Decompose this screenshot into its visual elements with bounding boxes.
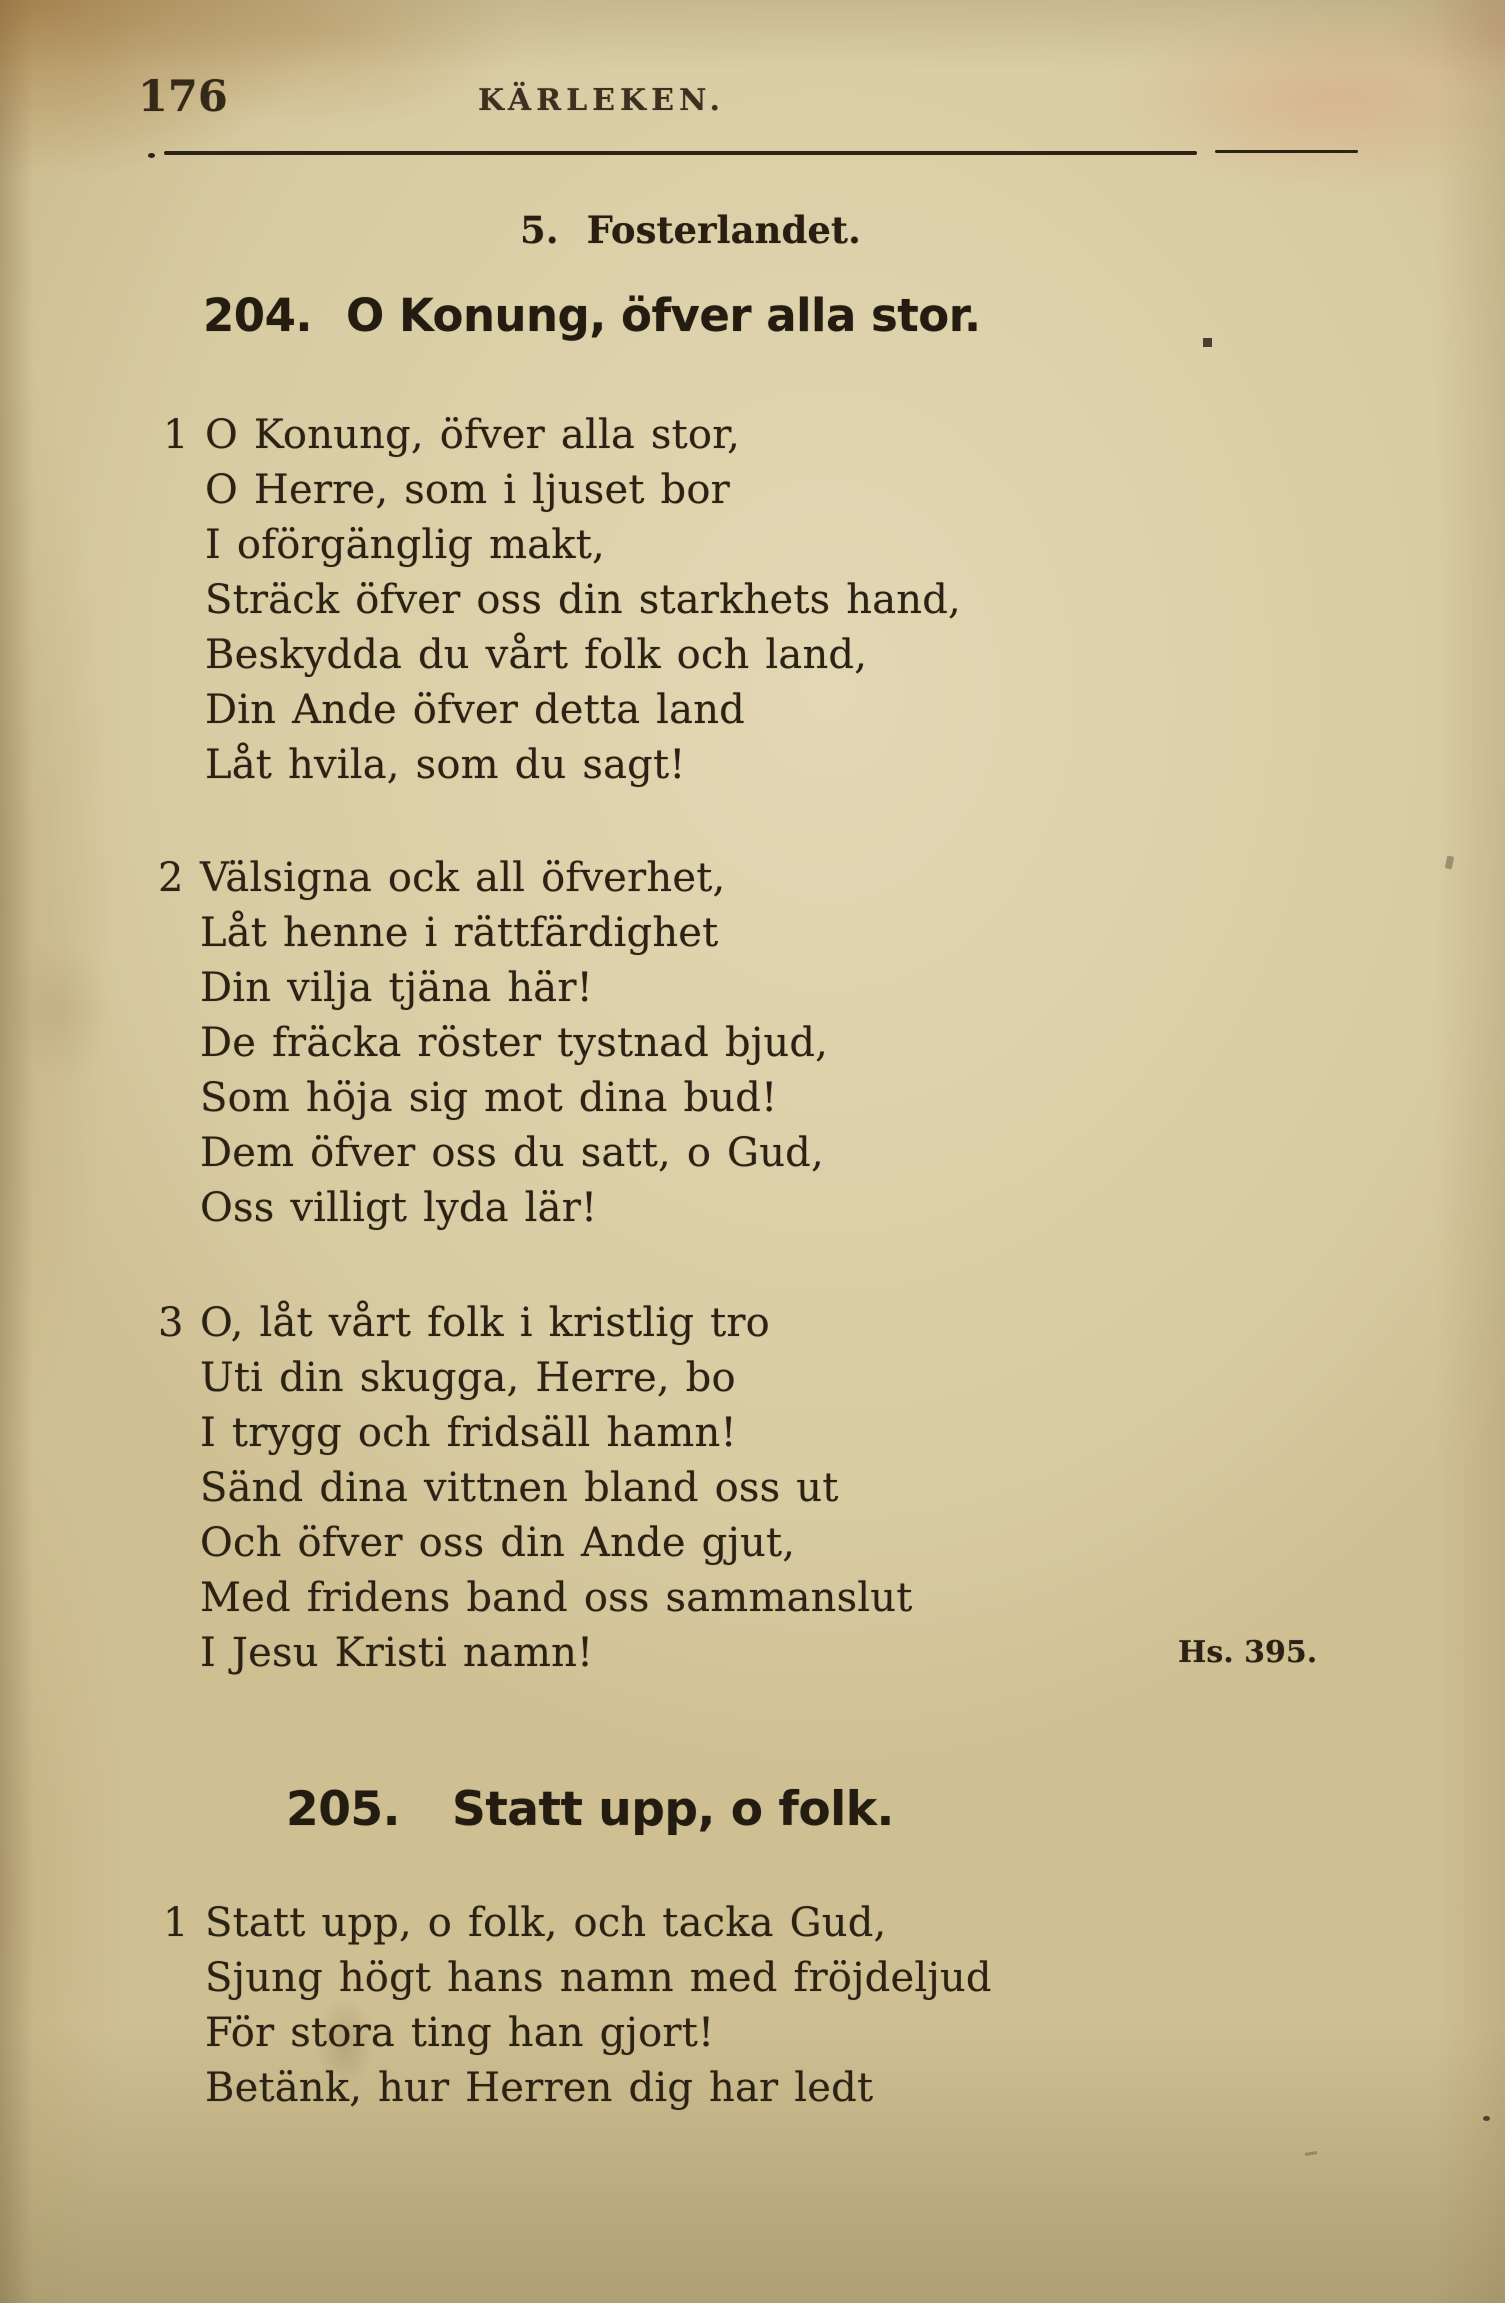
verse-number: 1	[163, 1900, 189, 1946]
verse-line: Låt henne i rättfärdighet	[200, 910, 719, 956]
verse-line: Välsigna ock all öfverhet,	[200, 855, 726, 901]
running-title: KÄRLEKEN.	[478, 83, 725, 118]
hymn-204-verse-1	[163, 408, 961, 793]
verse-number: 1	[163, 412, 189, 458]
verse-line: I oförgänglig makt,	[205, 522, 605, 568]
paper-speck	[1445, 855, 1455, 869]
verse-line: Din Ande öfver detta land	[205, 687, 745, 733]
verse-number: 2	[158, 855, 184, 901]
hymn-205-number: 205.	[286, 1782, 400, 1837]
header-rule-right-segment	[1215, 150, 1358, 153]
paper-speck	[1203, 338, 1212, 347]
verse-line: Låt hvila, som du sagt!	[205, 742, 686, 788]
verse-line: O, låt vårt folk i kristlig tro	[200, 1300, 770, 1346]
verse-number: 3	[158, 1300, 184, 1346]
hymn-205-verse-1	[163, 1896, 992, 2116]
verse-line: O Herre, som i ljuset bor	[205, 467, 730, 513]
verse-line: De fräcka röster tystnad bjud,	[200, 1020, 829, 1066]
hymn-204-verse-2	[158, 851, 828, 1236]
section-number: 5.	[520, 208, 559, 252]
verse-line: I trygg och fridsäll hamn!	[200, 1410, 737, 1456]
hymn-204-verse-3	[158, 1296, 913, 1681]
header-rule-dot	[148, 153, 155, 158]
paper-speck	[1305, 2151, 1317, 2156]
hymn-204-source-reference: Hs. 395.	[1178, 1635, 1318, 1670]
verse-line: Beskydda du vårt folk och land,	[205, 632, 868, 678]
hymn-205-heading	[286, 1784, 894, 1836]
verse-line: Din vilja tjäna här!	[200, 965, 593, 1011]
verse-line: I Jesu Kristi namn!	[200, 1630, 594, 1676]
verse-line: Uti din skugga, Herre, bo	[200, 1355, 736, 1401]
verse-line: Med fridens band oss sammanslut	[200, 1575, 913, 1621]
verse-line: Och öfver oss din Ande gjut,	[200, 1520, 796, 1566]
hymn-204-title: O Konung, öfver alla stor.	[346, 289, 981, 342]
page-number: 176	[138, 72, 228, 122]
verse-line: Dem öfver oss du satt, o Gud,	[200, 1130, 824, 1176]
paper-speck	[1483, 2116, 1490, 2121]
verse-line: Som höja sig mot dina bud!	[200, 1075, 778, 1121]
hymn-204-heading	[203, 291, 981, 341]
verse-line: Betänk, hur Herren dig har ledt	[205, 2065, 874, 2111]
verse-line: För stora ting han gjort!	[205, 2010, 715, 2056]
section-heading	[520, 209, 861, 252]
section-title: Fosterlandet.	[586, 208, 861, 252]
hymn-204-number: 204.	[203, 289, 313, 342]
verse-line: Oss villigt lyda lär!	[200, 1185, 598, 1231]
verse-line: Sträck öfver oss din starkhets hand,	[205, 577, 961, 623]
verse-line: Sänd dina vittnen bland oss ut	[200, 1465, 839, 1511]
verse-line: O Konung, öfver alla stor,	[205, 412, 741, 458]
verse-line: Sjung högt hans namn med fröjdeljud	[205, 1955, 992, 2001]
verse-line: Statt upp, o folk, och tacka Gud,	[205, 1900, 887, 1946]
header-rule-left-segment	[164, 151, 1197, 155]
hymn-205-title: Statt upp, o folk.	[451, 1782, 894, 1837]
